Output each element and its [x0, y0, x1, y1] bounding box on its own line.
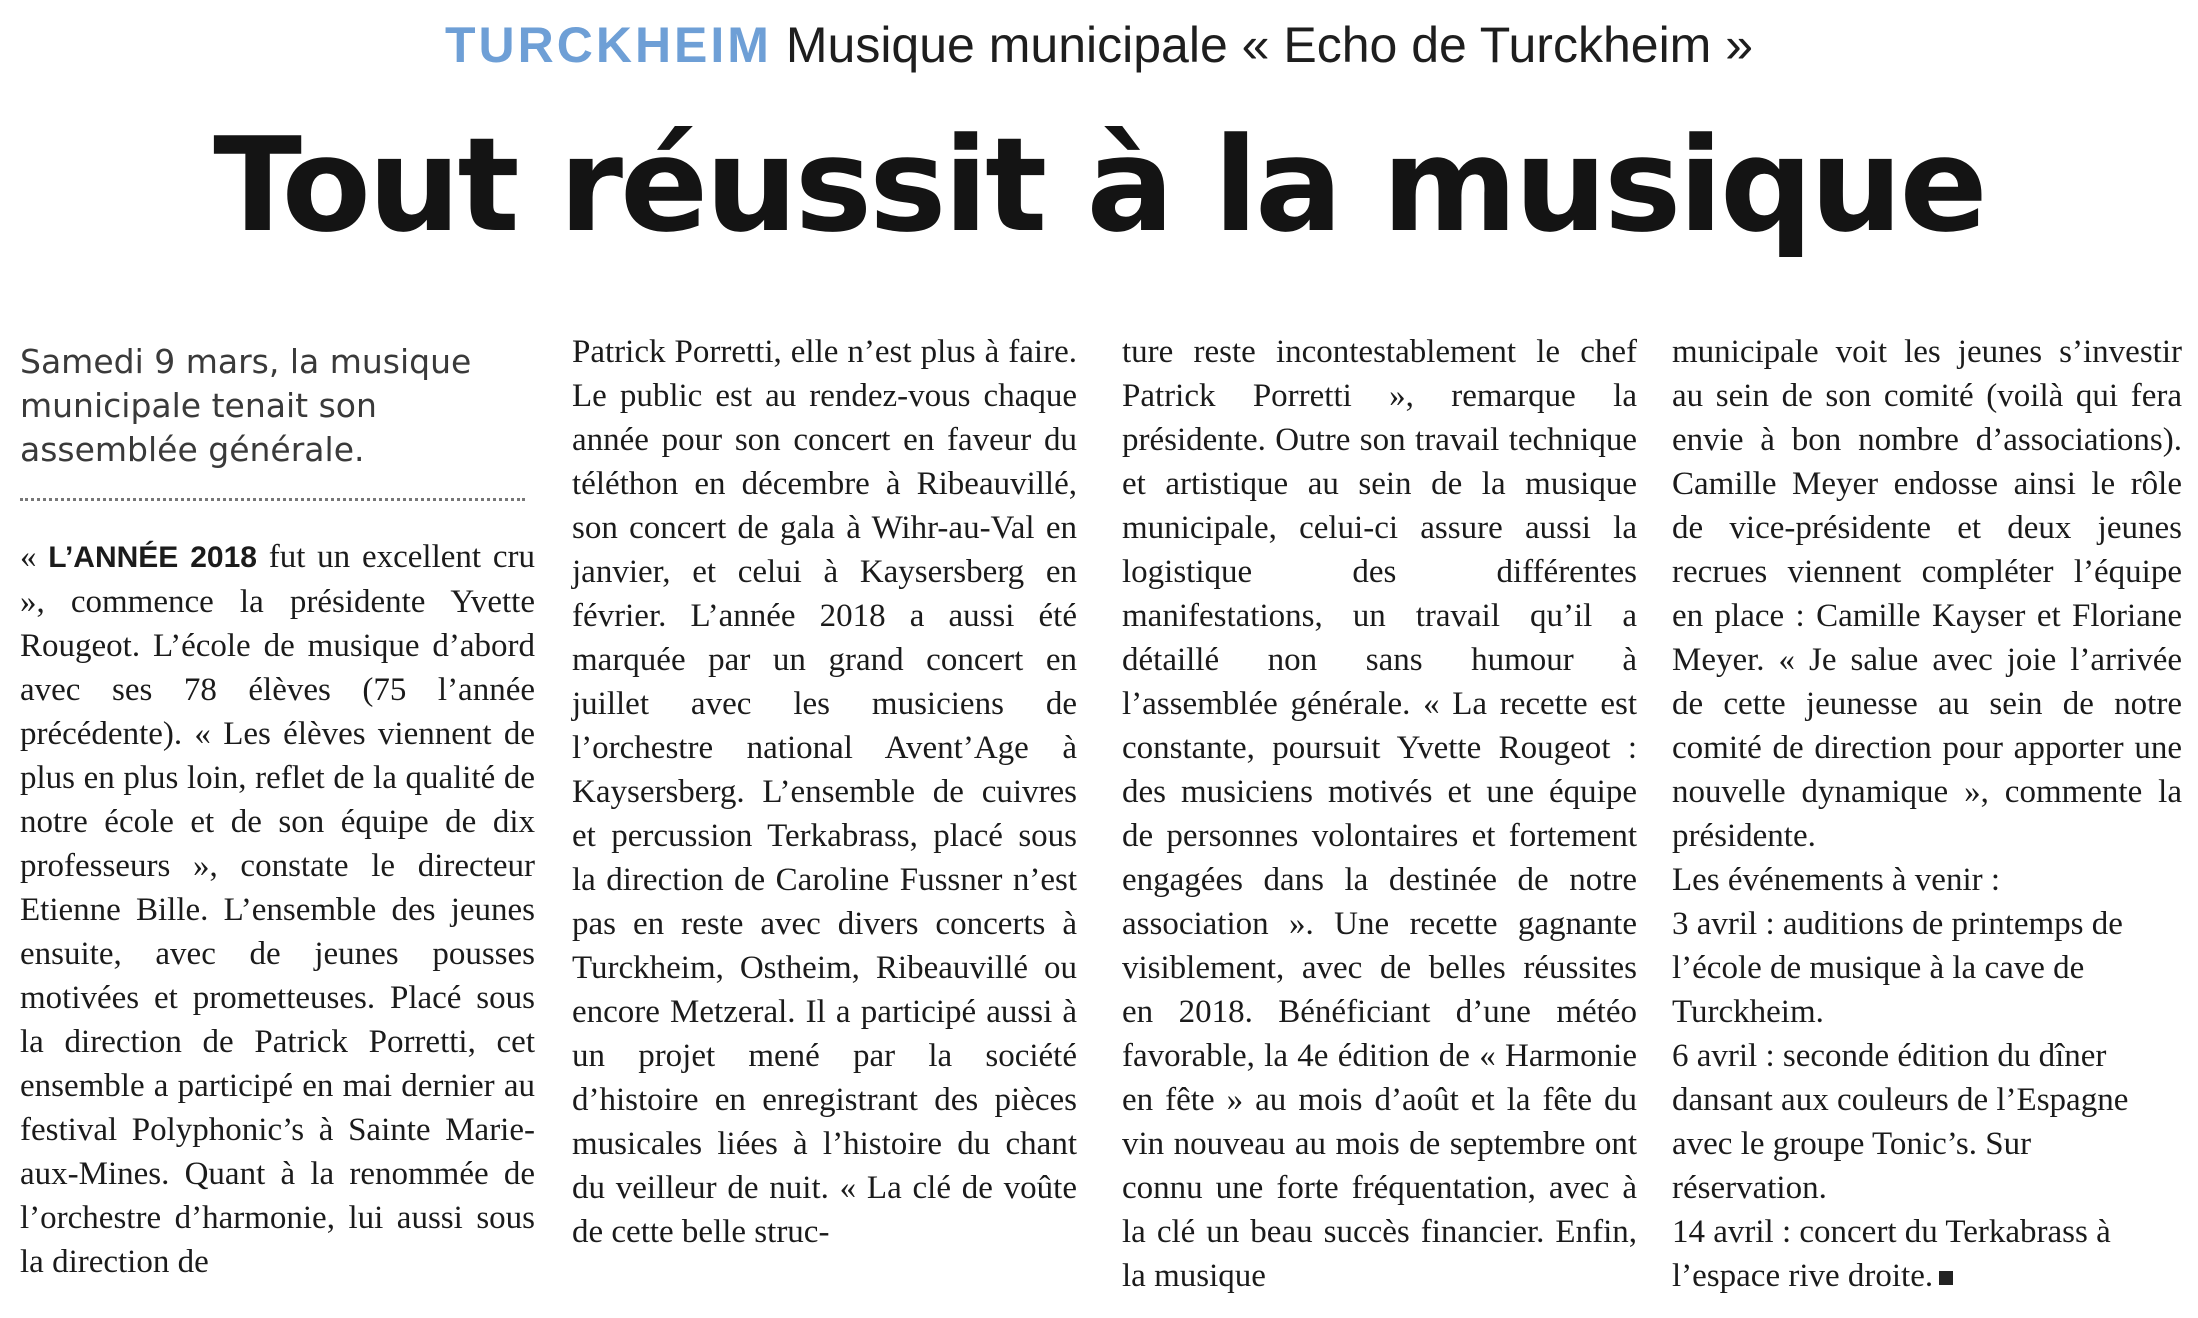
end-of-article-mark — [1939, 1271, 1953, 1285]
column-3-text: ture reste incontestablement le chef Patrick Porretti », remarque la présidente. Outre son travail technique et artistique au sein de la musique municipale, celui-ci assure aussi la logistique des différentes manifestations, un travail qu’il a détaillé non sans humour à l’assemblée générale. « La recette est constante, poursuit Yvette Rougeot : des musiciens motivés et une équipe de personnes volontaires et fortement engagées dans la destinée de notre association ». Une recette gagnante visiblement, avec de belles réussites en 2018. Bénéficiant d’une météo favorable, la 4e édition de « Harmonie en fête » au mois d’août et la fête du vin nouveau au mois de septembre ont connu une forte fréquentation, avec à la clé un beau succès financier. Enfin, la musique — [1122, 334, 1637, 1294]
kicker-subject: Musique municipale « Echo de Turckheim » — [785, 17, 1754, 73]
event-item: 3 avril : auditions de printemps de l’école de musique à la cave de Turckheim. — [1672, 906, 2123, 1030]
event-item — [1672, 1210, 2182, 1298]
column-4-text: municipale voit les jeunes s’investir au sein de son comité (voilà qui fera envie à bon nombre d’associations). Camille Meyer endosse ainsi le rôle de vice-présidente et deux jeunes recrues viennent compléter l’équipe en place : Camille Kayser et Floriane Meyer. « Je salue avec joie l’arrivée de cette jeunesse au sein de notre comité de direction pour apporter une nouvelle dynamique », commente la présidente. — [1672, 334, 2182, 854]
event-item-text: 14 avril : concert du Terkabrass à l’espace rive droite. — [1672, 1214, 2111, 1294]
lead-open-quote: « — [20, 539, 49, 575]
event-item: 6 avril : seconde édition du dîner dansant aux couleurs de l’Espagne avec le groupe Tonic’s. Sur réservation. — [1672, 1038, 2129, 1206]
column-1-body: fut un excellent cru », commence la présidente Yvette Rougeot. L’école de musique d’abord avec ses 78 élèves (75 l’année précédente). « Les élèves viennent de plus en plus loin, reflet de la qualité de notre école et de son équipe de dix professeurs », constate le directeur Etienne Bille. L’ensemble des jeunes ensuite, avec de jeunes pousses motivées et prometteuses. Placé sous la direction de Patrick Porretti, cet ensemble a participé en mai dernier au festival Polyphonic’s à Sainte Marie-aux-Mines. Quant à la renommée de l’orchestre d’harmonie, lui aussi sous la direction de — [20, 539, 536, 1280]
article-column-2 — [572, 330, 1077, 1254]
lead-caps: L’ANNÉE 2018 — [48, 541, 257, 574]
article-column-4 — [1672, 330, 2182, 1298]
article-column-3 — [1122, 330, 1637, 1298]
events-heading: Les événements à venir : — [1672, 862, 2001, 898]
article-headline: Tout réussit à la musique — [213, 109, 1985, 261]
kicker-place: TURCKHEIM — [444, 17, 772, 73]
article-column-1 — [20, 330, 535, 1284]
intro-divider — [20, 498, 525, 501]
article-kicker — [0, 12, 2198, 78]
column-2-text: Patrick Porretti, elle n’est plus à faire. Le public est au rendez-vous chaque année pour son concert en faveur du téléthon en décembre à Ribeauvillé, son concert de gala à Wihr-au-Val en janvier, et celui à Kaysersberg en février. L’année 2018 a aussi été marquée par un grand concert en juillet avec les musiciens de l’orchestre national Avent’Age à Kaysersberg. L’ensemble de cuivres et percussion Terkabrass, placé sous la direction de Caroline Fussner n’est pas en reste avec divers concerts à Turckheim, Ostheim, Ribeauvillé ou encore Metzeral. Il a participé aussi à un projet mené par la société d’histoire en enregistrant des pièces musicales liées à l’histoire du chant du veilleur de nuit. « La clé de voûte de cette belle struc- — [572, 334, 1077, 1250]
article-intro: Samedi 9 mars, la musique municipale tenait son assemblée générale. — [20, 342, 472, 469]
events-list — [1672, 858, 2182, 1298]
column-1-text — [20, 535, 535, 1284]
